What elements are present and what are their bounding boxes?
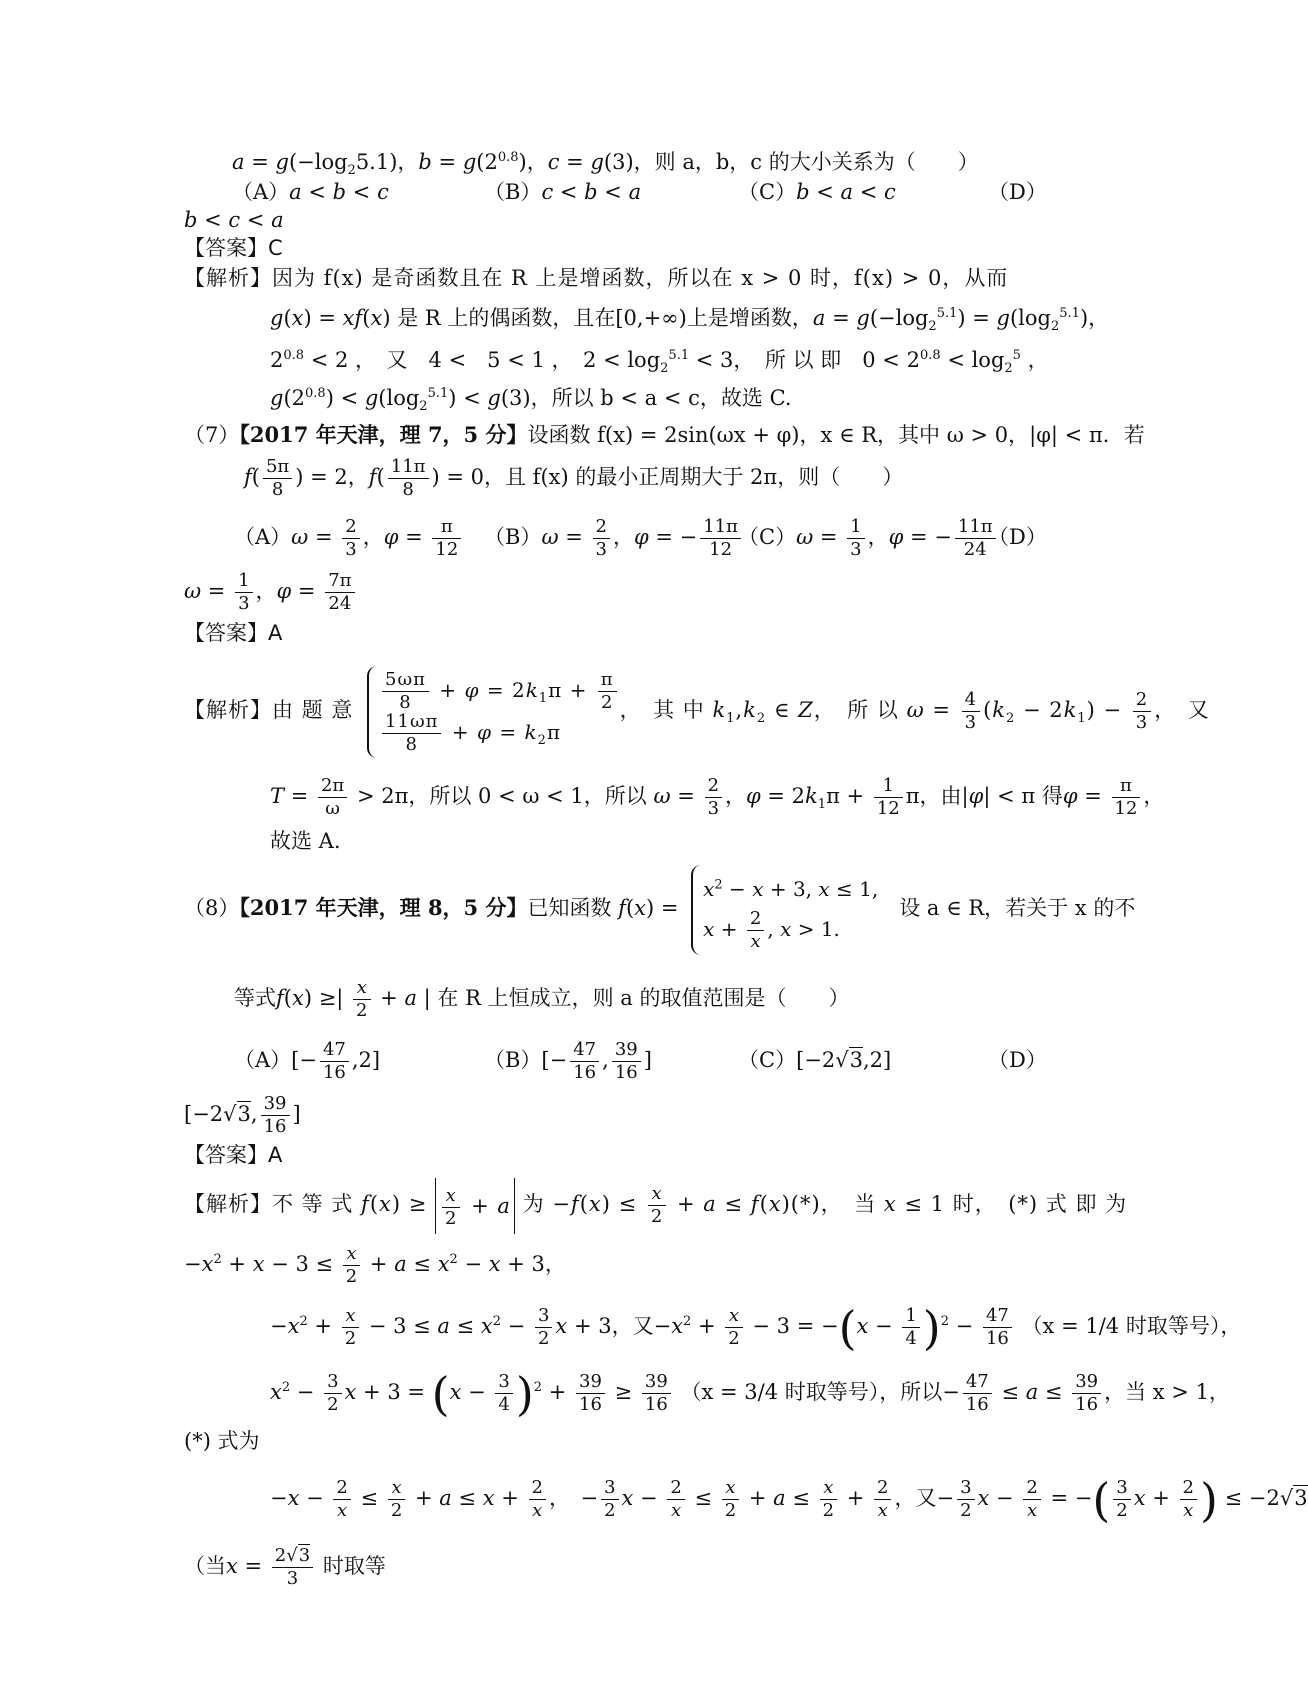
q8-analysis-line4: $x^2$ − $\frac{3}{2}$ x + 3 = (x − $\frac{3}{4}$ )$^2$ + $\frac{39}{16}$ ≥ $\frac{39}{16}$ （x = 3/4 时取等号），所以− $\frac{47}{16}$ ≤ a ≤ $\frac{39}{16}$ ，当 x > 1，	[270, 1366, 1230, 1421]
q7-option-c: （C）ω = $\frac{1}{3}$ ，φ = − $\frac{11\pi}{24}$	[738, 512, 999, 562]
q8-piecewise: $x^2 - x + 3$, x ≤ 1, x + $\frac{2}{x}$ , x > 1.	[691, 865, 878, 955]
q8-option-d: [−2√3, $\frac{39}{16}$ ]	[184, 1093, 301, 1137]
q6-option-a: （A）a < b < c	[232, 180, 389, 204]
q8-stem-cont: 等式f(x) ≥| $\frac{x}{2}$ + a | 在 R 上恒成立，则 a 的取值范围是（ ）	[234, 977, 850, 1021]
q8-answer: 【答案】A	[184, 1143, 283, 1167]
q8-analysis-line6: （当x = $\frac{2√3}{3}$ 时取等	[184, 1545, 386, 1589]
q6-analysis-line2: g(x) = xf(x) 是 R 上的偶函数，且在[0,+∞)上是增函数，$a = g(-\log_2^{5.1}) = g(\log_2^{5.1})$，	[270, 306, 1110, 335]
q6-analysis-line1: 【解析】因为 f(x) 是奇函数且在 R 上是增函数，所以在 x > 0 时，f(x) > 0，从而	[184, 266, 1009, 290]
q8-option-b: （B）[− $\frac{47}{16}$ , $\frac{39}{16}$ ]	[484, 1039, 652, 1083]
q6-answer: 【答案】C	[184, 236, 283, 260]
q8-option-c: （C）[−2√3,2]	[738, 1048, 892, 1072]
q8-analysis-line1: 【解析】不 等 式 f(x) ≥ $\frac{x}{2}$ + a 为 −f(x) ≤ $\frac{x}{2}$ + a ≤ f(x)(*)， 当 x ≤ 1 时， (*) 式 即 为	[184, 1176, 1127, 1234]
q8-analysis-line3: $-x^2$ + $\frac{x}{2}$ − $3 \le a \le x^2$ − $\frac{3}{2}$ x + 3，又$-x^2$ + $\frac{x}{2}$ − 3 = −(x − $\frac{1}{4}$ )$^2$ − $\frac{47}{16}$ （x = 1/4 时取等号），	[270, 1300, 1242, 1355]
q7-system: $\frac{5\omega\pi}{8}$ + $\varphi = 2k_1\pi$ + $\frac{\pi}{2}$ $\frac{11\omega\pi}{8}$ + $\varphi = k_2\pi$	[367, 666, 620, 758]
q7-analysis-line2: T = $\frac{2\pi}{\omega}$ > 2π，所以 0 < ω < 1，所以 ω = $\frac{2}{3}$ ，$\varphi = 2k_1\pi$ + $\frac{1}{12}$ π，由|φ| < π 得φ = $\frac{\pi}{12}$ ，	[270, 775, 1165, 819]
q8-star-line: (*) 式为	[184, 1429, 260, 1453]
q7-option-d-label: （D）	[988, 525, 1047, 549]
q7-stem-cont: f( $\frac{5\pi}{8}$ ) = 2，f( $\frac{11\pi}{8}$ ) = 0，且 f(x) 的最小正周期大于 2π，则（ ）	[244, 456, 904, 500]
q6-analysis-line4: $g(2^{0.8}) < g(\log_2^{5.1}) < g(3)$，所以 b < a < c，故选 C.	[270, 386, 792, 415]
q8-option-d-label: （D）	[988, 1048, 1047, 1072]
q6-analysis-line3: $2^{0.8} < 2$ ， 又 4 < 5 < 1 ， $2 < \log_2^{5.1} < 3$， 所 以 即 $0 < 2^{0.8} < \log_2^5$ ，	[270, 348, 1049, 377]
q7-conclusion: 故选 A.	[270, 829, 341, 853]
q6-option-d-label: （D）	[988, 180, 1047, 204]
q6-stem: ，则 a，b，c 的大小关系为（ ）	[633, 150, 979, 174]
q7-option-a: （A）ω = $\frac{2}{3}$ ，φ = $\frac{\pi}{12}$	[234, 512, 464, 562]
q8-analysis-line5: −x − $\frac{2}{x}$ ≤ $\frac{x}{2}$ + a ≤ x + $\frac{2}{x}$ ， − $\frac{3}{2}$ x − $\frac{2}{x}$ ≤ $\frac{x}{2}$ + a ≤ $\frac{x}{2}$ + $\frac{2}{x}$ ，又− $\frac{3}{2}$ x − $\frac{2}{x}$ = −( $\frac{3}{2}$ x + $\frac{2}{x}$ ) ≤ −2√3	[270, 1472, 1308, 1527]
q7-stem: （7）【2017 年天津，理 7，5 分】设函数 f(x) = 2sin(ωx + φ)，x ∈ R，其中 ω > 0，|φ| < π．若	[184, 422, 1145, 447]
q6-option-c: （C）b < a < c	[738, 180, 896, 204]
q7-answer: 【答案】A	[184, 621, 283, 645]
q7-option-b: （B）ω = $\frac{2}{3}$ ，φ = − $\frac{11\pi}{12}$	[484, 512, 744, 562]
q8-stem: （8）【2017 年天津，理 8，5 分】已知函数 f(x) = $x^2 - x + 3$, x ≤ 1, x + $\frac{2}{x}$ , x > 1. 设 a ∈ R，若关于 x 的不	[184, 858, 1135, 958]
q7-option-d: ω = $\frac{1}{3}$ ，φ = $\frac{7\pi}{24}$	[184, 566, 358, 616]
q6-definitions: $a = g(-\log_25.1)$，$b = g(2^{0.8})$，c = g(3)，则 a，b，c 的大小关系为（ ）	[232, 150, 979, 179]
q8-option-a: （A）[− $\frac{47}{16}$ ,2]	[234, 1039, 381, 1083]
q6-option-d: b < c < a	[184, 208, 284, 232]
q6-option-b: （B）c < b < a	[484, 180, 642, 204]
q7-analysis-line1: 【解析】由 题 意 $\frac{5\omega\pi}{8}$ + $\varphi = 2k_1\pi$ + $\frac{\pi}{2}$ $\frac{11\omega\pi}{8}$ + $\varphi = k_2\pi$ ， 其 中 $k_1,k_2$ ∈ Z， 所 以 ω = $\frac{4}{3}$ $(k_2 - 2k_1)$ − $\frac{2}{3}$ ， 又	[184, 655, 1210, 765]
q8-analysis-line2: $-x^2 + x - 3$ ≤ $\frac{x}{2}$ + $a \le x^2 - x + 3$，	[184, 1243, 566, 1287]
